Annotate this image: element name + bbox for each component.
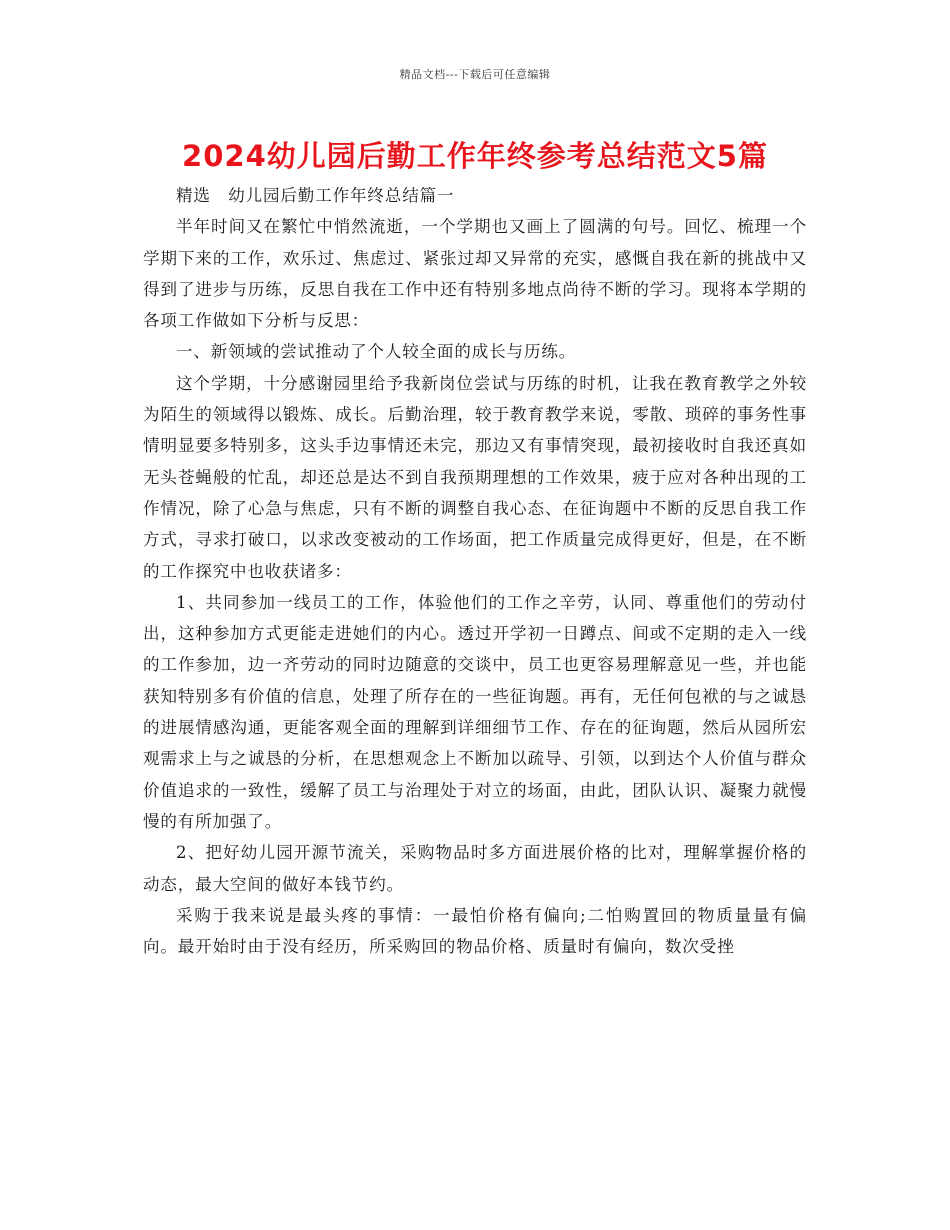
paragraph: 2、把好幼儿园开源节流关，采购物品时多方面进展价格的比对，理解掌握价格的动态，最大空间的做好本钱节约。 [143,843,807,894]
paragraph: 这个学期，十分感谢园里给予我新岗位尝试与历练的时机，让我在教育教学之外较为陌生的领域得以锻炼、成长。后勤治理，较于教育教学来说，零散、琐碎的事务性事情明显要多特别多，这头手边事情还未完，那边又有事情突现，最初接收时自我还真如无头苍蝇般的忙乱，却还总是达不到自我预期理想的工作效果，疲于应对各种出现的工作情况，除了心急与焦虑，只有不断的调整自我心态、在征询题中不断的反思自我工作方式，寻求打破口，以求改变被动的工作场面，把工作质量完成得更好，但是，在不断的工作探究中也收获诸多： [143,373,807,581]
document-body [143,180,807,962]
paragraph: 1、共同参加一线员工的工作，体验他们的工作之辛劳，认同、尊重他们的劳动付出，这种参加方式更能走进她们的内心。透过开学初一日蹲点、间或不定期的走入一线的工作参加，边一齐劳动的同时边随意的交谈中，员工也更容易理解意见一些，并也能获知特别多有价值的信息，处理了所存在的一些征询题。再有，无任何包袱的与之诚恳的进展情感沟通，更能客观全面的理解到详细细节工作、存在的征询题，然后从园所宏观需求上与之诚恳的分析，在思想观念上不断加以疏导、引领，以到达个人价值与群众价值追求的一致性，缓解了员工与治理处于对立的场面，由此，团队认识、凝聚力就慢慢的有所加强了。 [143,592,807,831]
section-subheading: 精选 幼儿园后勤工作年终总结篇一 [176,186,455,205]
paragraph: 半年时间又在繁忙中悄然流逝，一个学期也又画上了圆满的句号。回忆、梳理一个学期下来的工作，欢乐过、焦虑过、紧张过却又异常的充实，感慨自我在新的挑战中又得到了进步与历练，反思自我在工作中还有特别多地点尚待不断的学习。现将本学期的各项工作做如下分析与反思： [143,217,807,331]
header-note: 精品文档---下载后可任意编辑 [399,68,551,81]
document-title: 2024幼儿园后勤工作年终参考总结范文5篇 [182,139,768,173]
paragraph: 采购于我来说是最头疼的事情：一最怕价格有偏向;二怕购置回的物质量量有偏向。最开始时由于没有经历，所采购回的物品价格、质量时有偏向，数次受挫 [143,905,807,957]
paragraph: 一、新领域的尝试推动了个人较全面的成长与历练。 [176,342,577,362]
